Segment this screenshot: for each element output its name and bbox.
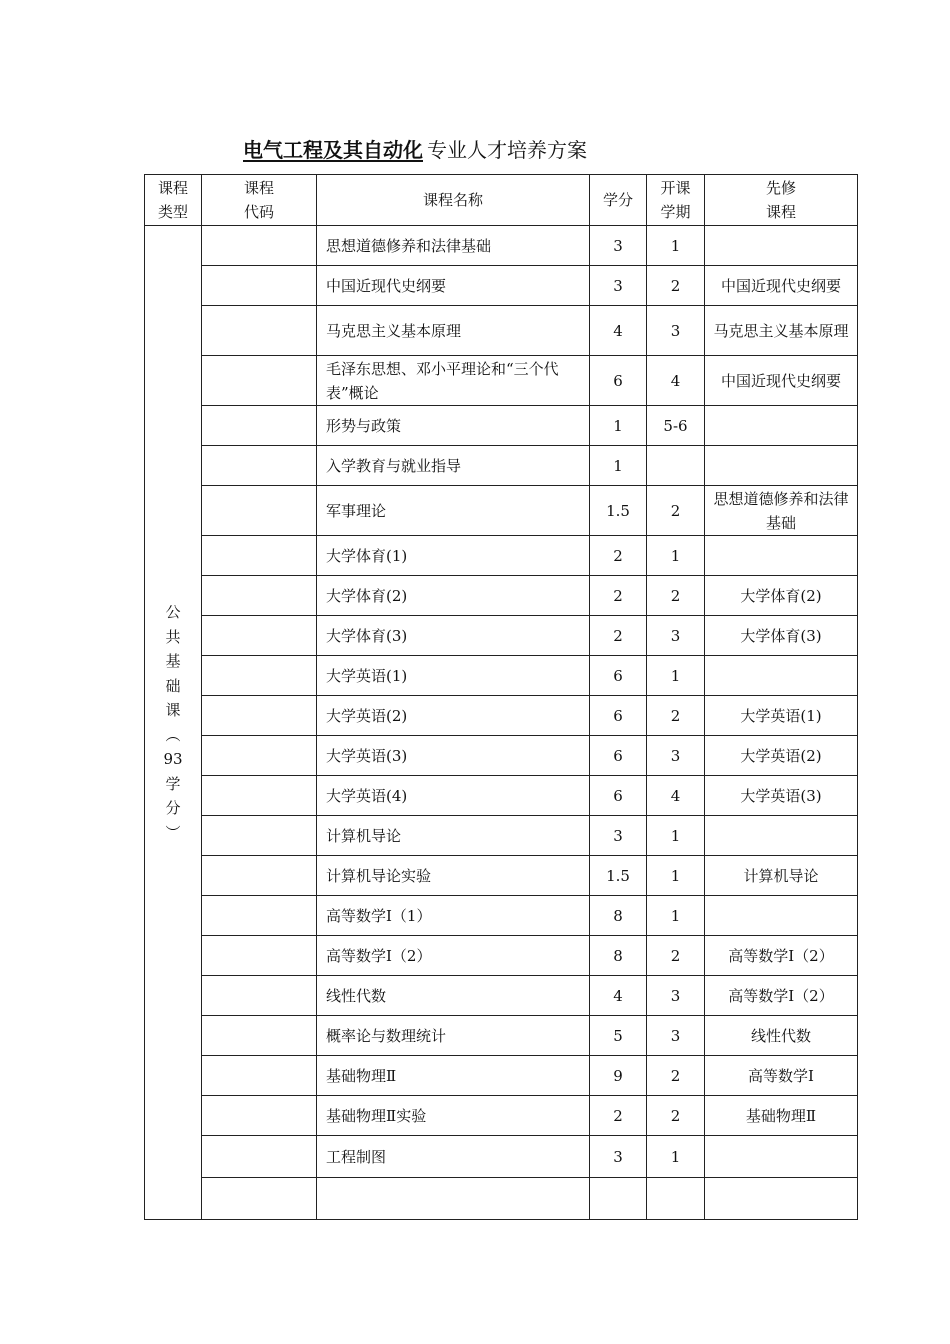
course-prerequisite-cell: 中国近现代史纲要 xyxy=(705,266,858,306)
course-name-cell: 线性代数 xyxy=(317,976,590,1016)
course-type-cell xyxy=(145,226,202,1220)
course-name-cell: 工程制图 xyxy=(317,1136,590,1178)
course-credit-cell: 3 xyxy=(590,1136,647,1178)
course-name-cell: 大学体育(2) xyxy=(317,576,590,616)
header-course-type xyxy=(145,175,202,226)
course-prerequisite-cell xyxy=(705,406,858,446)
course-code-cell xyxy=(202,356,317,406)
course-credit-cell: 6 xyxy=(590,656,647,696)
course-prerequisite-cell: 高等数学Ⅰ（2） xyxy=(705,936,858,976)
course-code-cell xyxy=(202,446,317,486)
course-semester-cell: 3 xyxy=(647,306,705,356)
course-prerequisite-cell xyxy=(705,896,858,936)
header-semester xyxy=(647,175,705,226)
course-semester-cell xyxy=(647,446,705,486)
curriculum-table xyxy=(144,174,858,1220)
title-rest: 专业人才培养方案 xyxy=(427,138,587,162)
course-prerequisite-cell: 大学体育(3) xyxy=(705,616,858,656)
table-row xyxy=(145,356,858,406)
table-row xyxy=(145,976,858,1016)
header-prerequisite xyxy=(705,175,858,226)
course-semester-cell: 3 xyxy=(647,976,705,1016)
course-credit-cell: 2 xyxy=(590,616,647,656)
header-course-type-text: 课程 类型 xyxy=(157,179,188,221)
table-row xyxy=(145,1016,858,1056)
course-code-cell xyxy=(202,936,317,976)
course-credit-cell: 8 xyxy=(590,896,647,936)
course-prerequisite-cell: 大学英语(1) xyxy=(705,696,858,736)
course-credit-cell: 1.5 xyxy=(590,856,647,896)
course-prerequisite-cell: 高等数学Ⅰ（2） xyxy=(705,976,858,1016)
header-course-code-text: 课程 代码 xyxy=(243,179,274,221)
course-credit-cell: 1 xyxy=(590,446,647,486)
table-row xyxy=(145,936,858,976)
course-code-cell xyxy=(202,616,317,656)
course-semester-cell: 2 xyxy=(647,576,705,616)
course-name-cell: 毛泽东思想、邓小平理论和“三个代表”概论 xyxy=(317,356,590,406)
course-prerequisite-cell: 思想道德修养和法律基础 xyxy=(705,486,858,536)
table-row xyxy=(145,306,858,356)
course-name-cell: 形势与政策 xyxy=(317,406,590,446)
course-credit-cell: 2 xyxy=(590,576,647,616)
course-code-cell xyxy=(202,696,317,736)
course-code-cell xyxy=(202,226,317,266)
table-row xyxy=(145,1136,858,1178)
course-prerequisite-cell: 高等数学Ⅰ xyxy=(705,1056,858,1096)
course-credit-cell: 6 xyxy=(590,736,647,776)
header-course-name-text: 课程名称 xyxy=(422,191,483,209)
course-prerequisite-cell: 马克思主义基本原理 xyxy=(705,306,858,356)
course-code-cell xyxy=(202,656,317,696)
course-semester-cell: 1 xyxy=(647,226,705,266)
table-row xyxy=(145,1096,858,1136)
course-prerequisite-cell xyxy=(705,226,858,266)
course-type-text: 公 共 基 础 课 ︵ 93 学 分 ︶ xyxy=(163,603,183,842)
course-code-cell xyxy=(202,1136,317,1178)
course-credit-cell: 3 xyxy=(590,266,647,306)
course-prerequisite-cell xyxy=(705,536,858,576)
course-name-cell: 基础物理Ⅱ实验 xyxy=(317,1096,590,1136)
header-semester-text: 开课 学期 xyxy=(660,179,691,221)
course-credit-cell: 5 xyxy=(590,1016,647,1056)
course-semester-cell: 1 xyxy=(647,656,705,696)
course-name-cell: 入学教育与就业指导 xyxy=(317,446,590,486)
course-credit-cell: 6 xyxy=(590,776,647,816)
course-semester-cell: 4 xyxy=(647,356,705,406)
table-row xyxy=(145,856,858,896)
course-semester-cell xyxy=(647,1178,705,1220)
course-name-cell: 大学英语(3) xyxy=(317,736,590,776)
table-row xyxy=(145,446,858,486)
table-row xyxy=(145,1178,858,1220)
course-code-cell xyxy=(202,776,317,816)
course-code-cell xyxy=(202,856,317,896)
table-row xyxy=(145,486,858,536)
table-row xyxy=(145,616,858,656)
course-code-cell xyxy=(202,406,317,446)
course-prerequisite-cell: 大学体育(2) xyxy=(705,576,858,616)
header-course-name xyxy=(317,175,590,226)
course-code-cell xyxy=(202,576,317,616)
course-code-cell xyxy=(202,536,317,576)
course-name-cell: 大学体育(1) xyxy=(317,536,590,576)
course-semester-cell: 5-6 xyxy=(647,406,705,446)
course-credit-cell: 8 xyxy=(590,936,647,976)
course-name-cell: 概率论与数理统计 xyxy=(317,1016,590,1056)
course-code-cell xyxy=(202,486,317,536)
table-row xyxy=(145,896,858,936)
course-name-cell: 大学英语(1) xyxy=(317,656,590,696)
header-prerequisite-text: 先修 课程 xyxy=(765,179,796,221)
table-row xyxy=(145,1056,858,1096)
course-code-cell xyxy=(202,1056,317,1096)
course-semester-cell: 2 xyxy=(647,936,705,976)
table-row xyxy=(145,406,858,446)
course-code-cell xyxy=(202,816,317,856)
course-prerequisite-cell xyxy=(705,446,858,486)
course-code-cell xyxy=(202,306,317,356)
course-semester-cell: 1 xyxy=(647,856,705,896)
course-code-cell xyxy=(202,976,317,1016)
course-name-cell: 大学英语(2) xyxy=(317,696,590,736)
table-row xyxy=(145,536,858,576)
course-credit-cell: 3 xyxy=(590,226,647,266)
course-prerequisite-cell xyxy=(705,1178,858,1220)
course-semester-cell: 2 xyxy=(647,1096,705,1136)
course-semester-cell: 1 xyxy=(647,896,705,936)
course-credit-cell: 6 xyxy=(590,356,647,406)
course-semester-cell: 2 xyxy=(647,486,705,536)
course-name-cell: 大学英语(4) xyxy=(317,776,590,816)
title-major: 电气工程及其自动化 xyxy=(243,138,423,162)
course-name-cell: 高等数学Ⅰ（1） xyxy=(317,896,590,936)
course-credit-cell: 1 xyxy=(590,406,647,446)
course-semester-cell: 1 xyxy=(647,816,705,856)
course-table-body xyxy=(145,226,858,1220)
course-name-cell: 思想道德修养和法律基础 xyxy=(317,226,590,266)
course-semester-cell: 1 xyxy=(647,1136,705,1178)
course-semester-cell: 3 xyxy=(647,736,705,776)
course-code-cell xyxy=(202,736,317,776)
course-semester-cell: 2 xyxy=(647,266,705,306)
course-prerequisite-cell xyxy=(705,656,858,696)
table-row xyxy=(145,656,858,696)
header-credit-text: 学分 xyxy=(602,191,633,209)
course-credit-cell: 2 xyxy=(590,1096,647,1136)
course-prerequisite-cell: 线性代数 xyxy=(705,1016,858,1056)
course-code-cell xyxy=(202,1096,317,1136)
table-row xyxy=(145,776,858,816)
course-name-cell: 马克思主义基本原理 xyxy=(317,306,590,356)
course-code-cell xyxy=(202,896,317,936)
course-prerequisite-cell: 计算机导论 xyxy=(705,856,858,896)
course-credit-cell: 2 xyxy=(590,536,647,576)
course-code-cell xyxy=(202,1178,317,1220)
document-title xyxy=(243,134,587,163)
course-name-cell: 计算机导论 xyxy=(317,816,590,856)
course-name-cell: 大学体育(3) xyxy=(317,616,590,656)
course-code-cell xyxy=(202,266,317,306)
course-credit-cell: 4 xyxy=(590,306,647,356)
table-row xyxy=(145,816,858,856)
course-semester-cell: 2 xyxy=(647,696,705,736)
course-prerequisite-cell: 大学英语(3) xyxy=(705,776,858,816)
course-prerequisite-cell xyxy=(705,816,858,856)
course-credit-cell: 1.5 xyxy=(590,486,647,536)
header-credit xyxy=(590,175,647,226)
header-course-code xyxy=(202,175,317,226)
course-name-cell: 计算机导论实验 xyxy=(317,856,590,896)
course-code-cell xyxy=(202,1016,317,1056)
course-semester-cell: 3 xyxy=(647,1016,705,1056)
course-semester-cell: 4 xyxy=(647,776,705,816)
course-name-cell: 军事理论 xyxy=(317,486,590,536)
course-credit-cell: 4 xyxy=(590,976,647,1016)
course-name-cell: 中国近现代史纲要 xyxy=(317,266,590,306)
course-prerequisite-cell xyxy=(705,1136,858,1178)
header-row xyxy=(145,175,858,226)
course-name-cell: 高等数学Ⅰ（2） xyxy=(317,936,590,976)
course-credit-cell: 6 xyxy=(590,696,647,736)
table-row xyxy=(145,696,858,736)
table-row xyxy=(145,576,858,616)
course-credit-cell: 3 xyxy=(590,816,647,856)
course-prerequisite-cell: 大学英语(2) xyxy=(705,736,858,776)
course-semester-cell: 3 xyxy=(647,616,705,656)
course-semester-cell: 1 xyxy=(647,536,705,576)
table-row xyxy=(145,226,858,266)
course-credit-cell xyxy=(590,1178,647,1220)
course-semester-cell: 2 xyxy=(647,1056,705,1096)
table-row xyxy=(145,736,858,776)
course-credit-cell: 9 xyxy=(590,1056,647,1096)
course-name-cell xyxy=(317,1178,590,1220)
course-name-cell: 基础物理Ⅱ xyxy=(317,1056,590,1096)
course-prerequisite-cell: 中国近现代史纲要 xyxy=(705,356,858,406)
table-row xyxy=(145,266,858,306)
course-prerequisite-cell: 基础物理Ⅱ xyxy=(705,1096,858,1136)
